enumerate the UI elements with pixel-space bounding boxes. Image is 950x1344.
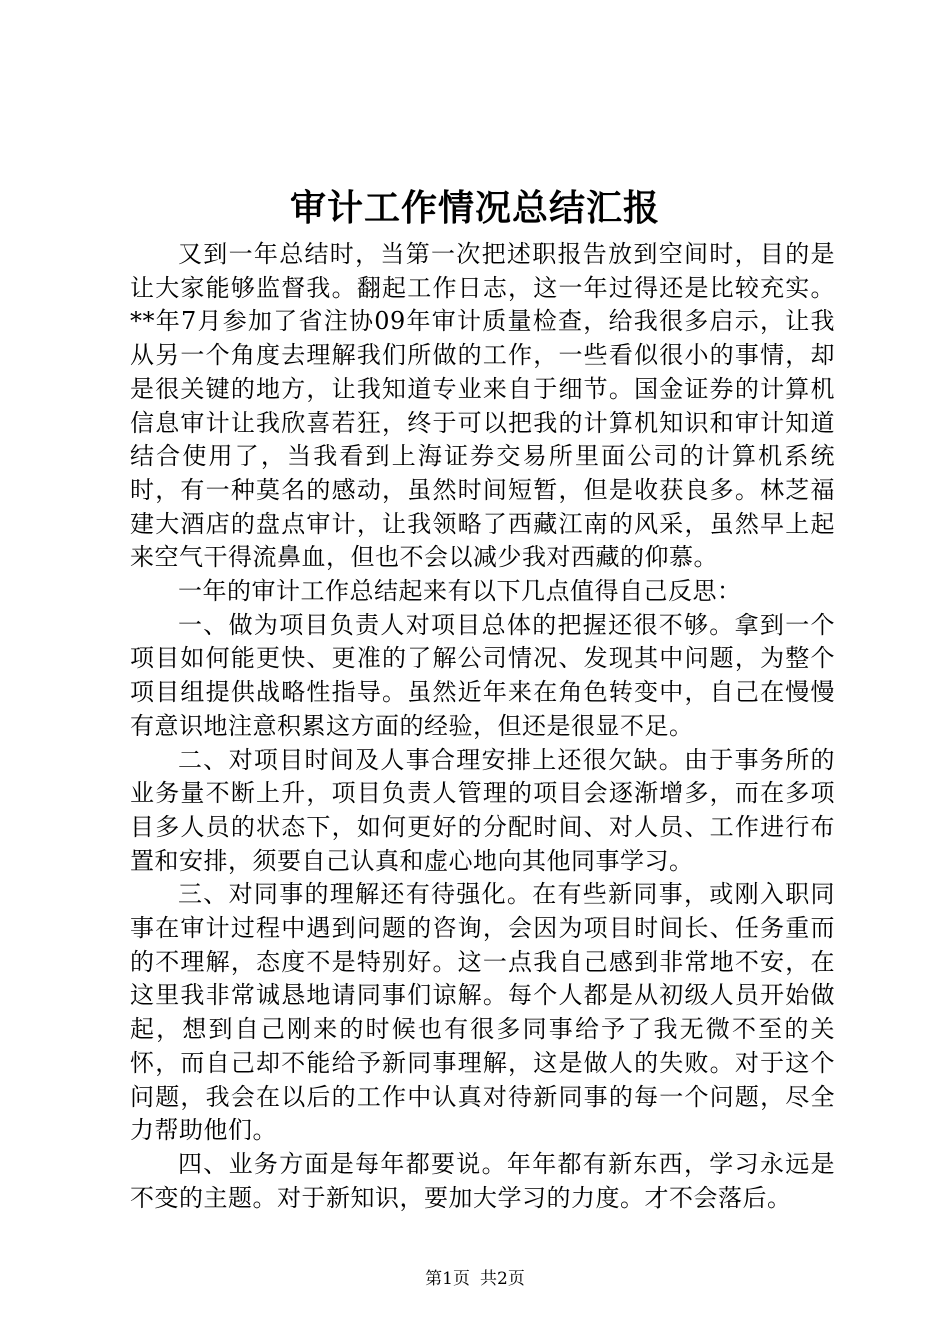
paragraph-intro: 又到一年总结时，当第一次把述职报告放到空间时，目的是让大家能够监督我。翻起工作日志，这一年过得还是比较充实。**年7月参加了省注协09年审计质量检查，给我很多启示，让我从另一个角度去理解我们所做的工作，一些看似很小的事情，却是很关键的地方，让我知道专业来自于细节。国金证券的计算机信息审计让我欣喜若狂，终于可以把我的计算机知识和审计知道结合使用了，当我看到上海证券交易所里面公司的计算机系统时，有一种莫名的感动，虽然时间短暂，但是收获良多。林芝福建大酒店的盘点审计，让我领略了西藏江南的风采，虽然早上起来空气干得流鼻血，但也不会以减少我对西藏的仰慕。: [130, 240, 835, 572]
paragraph-point-3: 三、对同事的理解还有待强化。在有些新同事，或刚入职同事在审计过程中遇到问题的咨询，会因为项目时间长、任务重而的不理解，态度不是特别好。这一点我自己感到非常地不安，在这里我非常诚恳地请同事们谅解。每个人都是从初级人员开始做起，想到自己刚来的时候也有很多同事给予了我无微不至的关怀，而自己却不能给予新同事理解，这是做人的失败。对于这个问题，我会在以后的工作中认真对待新同事的每一个问题，尽全力帮助他们。: [130, 880, 835, 1145]
page-number: 第1页: [425, 1269, 470, 1289]
paragraph-reflection-lead: 一年的审计工作总结起来有以下几点值得自己反思：: [178, 577, 742, 606]
document-title: 审计工作情况总结汇报: [289, 187, 660, 229]
paragraph-point-2: 二、对项目时间及人事合理安排上还很欠缺。由于事务所的业务量不断上升，项目负责人管理的项目会逐渐增多，而在多项目多人员的状态下，如何更好的分配时间、对人员、工作进行布置和安排，须要自己认真和虚心地向其他同事学习。: [130, 745, 835, 875]
page-total: 共2页: [480, 1269, 525, 1289]
page-footer: [0, 1268, 950, 1290]
paragraph-point-4: 四、业务方面是每年都要说。年年都有新东西，学习永远是不变的主题。对于新知识，要加大学习的力度。才不会落后。: [130, 1149, 835, 1212]
document-body: [130, 238, 835, 1215]
paragraph-point-1: 一、做为项目负责人对项目总体的把握还很不够。拿到一个项目如何能更快、更准的了解公司情况、发现其中问题，为整个项目组提供战略性指导。虽然近年来在角色转变中，自己在慢慢有意识地注意积累这方面的经验，但还是很显不足。: [130, 610, 835, 740]
